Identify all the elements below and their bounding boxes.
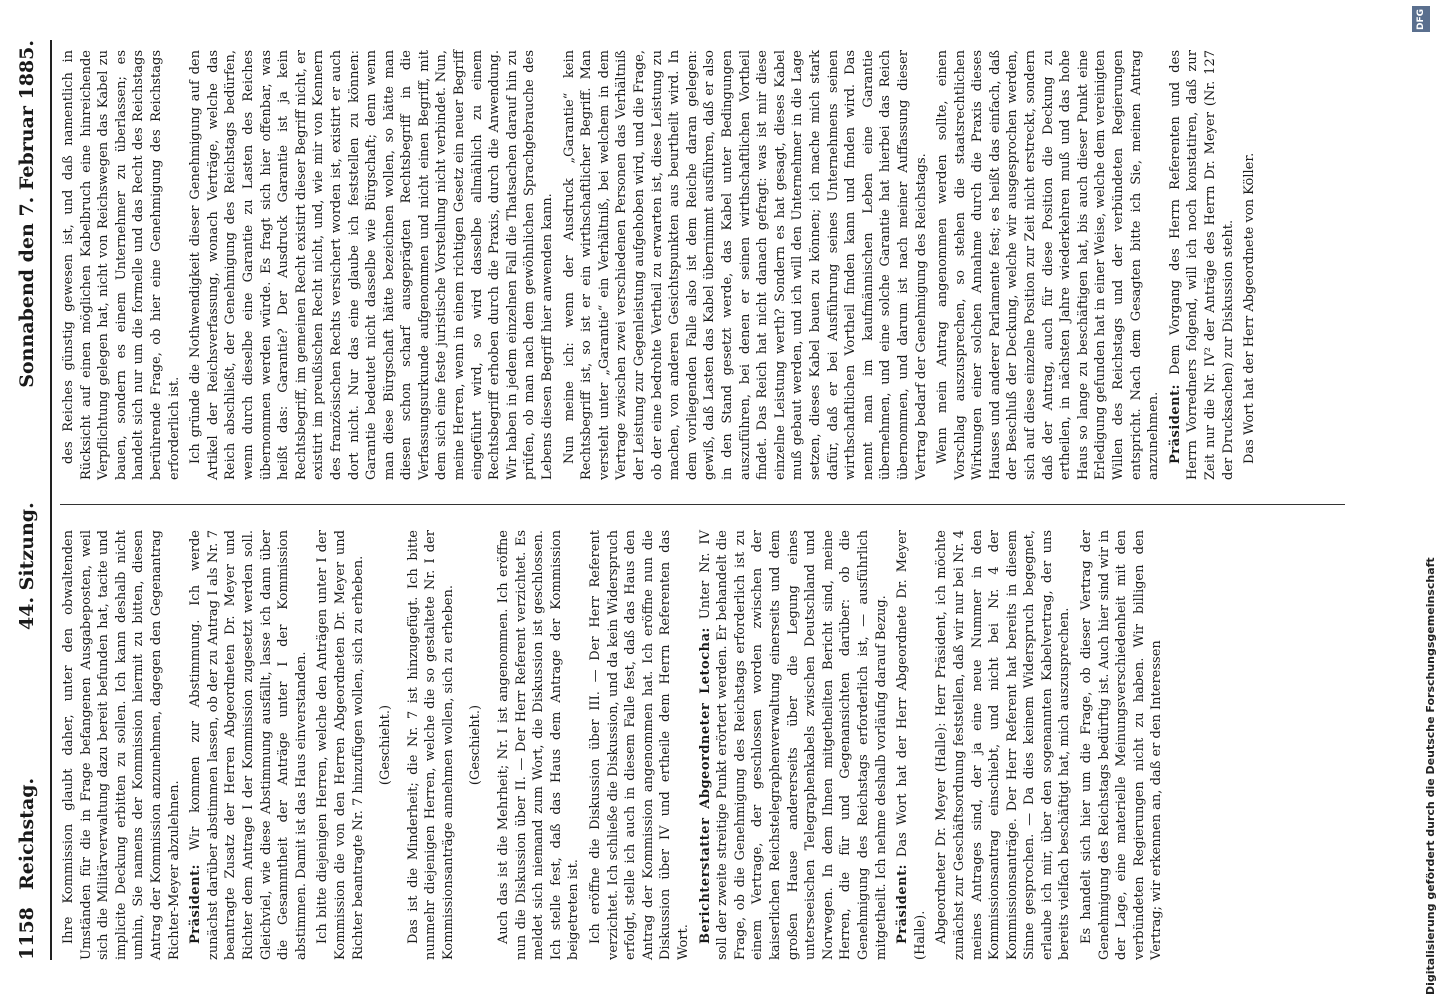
stage-direction: (Geschieht.): [468, 704, 484, 786]
text-paragraph: Nun meine ich: wenn der Ausdruck „Garantie“ kein Rechtsbegriff ist, so ist er ein wirthschaftlicher Begriff. Man versteht unter „Garantie“ ein Verhältniß, bei welchem in dem Vertrage zwischen zwei verschiedenen Personen das Verhältniß der Leistung zur Gegenleistung aufgehoben wird, und die Frage, ob der eine bedrohte Vertheil zu erwarten ist, diese Leistung zu machen, von anderen Gesichtspunkten aus beurtheilt wird. In dem vorliegenden Falle also ist dem Reiche daran gelegen: gewiß, daß Lasten das Kabel übernimmt ausführen, daß er also in den Stand gesetzt werde, das Kabel unter Bedingungen auszuführen, bei denen er seinen wirthschaftlichen Vortheil findet. Das Reich hat nicht danach gefragt: was ist mir diese einzelne Leistung werth? Sondern es hat gesagt, dieses Kabel muß gebaut werden, und ich will den Unternehmer in die Lage setzen, dieses Kabel bauen zu können; ich mache mich stark dafür, daß er bei Ausführung seines Unternehmens seinen wirthschaftlichen Vortheil finden kann und finden wird. Das nennt man im kaufmännischen Leben eine Garantie übernehmen, und eine solche Garantie hat hierbei das Reich übernommen, und darum ist nach meiner Auffassung dieser Vertrag bedarf der Genehmigung des Reichstags.: [561, 50, 929, 480]
text-paragraph: Ihre Kommission glaubt daher, unter den obwaltenden Umständen für die in Frage befangenen Ausgabeposten, weil sich die Militärverwaltung dazu bereit befunden hat, tacite und implicite Deckung erbitten zu sollen. Ich kann deshalb nicht umhin, Sie namens der Kommission hiermit zu bitten, diesen Antrag der Kommission anzunehmen, dagegen den Gegenantrag Richter-Meyer abzulehnen.: [61, 530, 182, 960]
text-paragraph: Es handelt sich hier um die Frage, ob dieser Vertrag der Genehmigung des Reichstags bedürftig ist. Auch hier sind wir in der Lage, eine materielle Meinungsverschiedenheit mit den verbündeten Regierungen nicht zu haben. Wir billigen den Vertrag; wir erkennen an, daß er den Interessen: [1079, 530, 1165, 960]
text-paragraph: Das Wort hat der Herr Abgeordnete von Köller.: [1242, 152, 1258, 464]
page-number: 1158: [16, 907, 38, 960]
speaker-name: Präsident:: [895, 864, 911, 944]
header-rule: [50, 40, 52, 960]
speaker-name: Präsident:: [1167, 384, 1183, 464]
text-paragraph: Abgeordneter Dr. Meyer (Halle): Herr Präsident, ich möchte zunächst zur Geschäftsordnung feststellen, daß wir nur bei Nr. 4 meines Antrages sind, der ja eine neue Nummer in den Kommissionsantrag einschiebt, und nicht bei Nr. 4 der Kommissionsanträge. Der Herr Referent hat bereits in diesem Sinne gesprochen. — Da dies keinem Widerspruch begegnet, erlaube ich mir, über den sogenannten Kabelvertrag, der uns bereits vielfach beschäftigt hat, mich auszusprechen.: [934, 530, 1073, 960]
speech-paragraph: [894, 530, 929, 960]
speech-paragraph: [697, 530, 891, 960]
header-date: Sonnabend den 7. Februar 1885.: [16, 40, 38, 388]
speech-text: Das Wort hat der Herr Abgeordnete Dr. Meyer (Halle).: [895, 530, 928, 960]
page-header: [16, 40, 46, 960]
text-paragraph: Das ist die Minderheit; die Nr. 7 ist hinzugefügt. Ich bitte nunmehr diejenigen Herren, welche die so gestaltete Nr. I der Kommissionsanträge annehmen wollen, sich zu erheben.: [405, 530, 456, 960]
stage-direction: (Geschieht.): [378, 704, 394, 786]
text-paragraph: des Reiches günstig gewesen ist, und daß namentlich in Rücksicht auf einen möglichen Kabelbruch eine hinreichende Verpflichtung gelegen hat, nicht von Reichswegen das Kabel zu bauen, sondern es einem Unternehmer zu überlassen; es handelt sich nur um die formelle und das Recht des Reichstags berührende Frage, ob hier eine Genehmigung des Reichstags erforderlich ist.: [61, 50, 182, 480]
dfg-logo: DFG: [1412, 6, 1430, 32]
column-divider: [60, 504, 1345, 505]
left-column: [60, 530, 1345, 960]
right-column: [60, 50, 1345, 480]
speech-text: Unter Nr. IV soll der zweite streitige Punkt erörtert werden. Er behandelt die Frage, ob die Genehmigung des Reichstags erforderlich ist zu einem Vertrage, der geschlossen worden zwischen der kaiserlichen Reichstelegraphenverwaltung einerseits und dem großen Hause andererseits über die Legung eines unterseeischen Telegraphenkabels zwischen Deutschland und Norwegen. In dem Ihnen mitgetheilten Bericht sind, meine Herren, die für und Gegenansichten darüber: ob die Genehmigung des Reichstags erforderlich ist, — ausführlich mitgetheilt. Ich nehme deshalb vorläufig darauf Bezug.: [697, 530, 889, 960]
text-paragraph: Ich gründe die Nothwendigkeit dieser Genehmigung auf den Artikel der Reichsverfassung, wonach Verträge, welche das Reich abschließt, der Genehmigung des Reichstags bedürfen, wenn durch dieselbe eine Garantie zu Lasten des Reiches übernommen werden würde. Es fragt sich hier offenbar, was heißt das: Garantie? Der Ausdruck Garantie ist ja kein Rechtsbegriff, im gemeinen Recht existirt dieser Begriff nicht, er existirt im preußischen Recht nicht, und, wie mir von Kennern des französischen Rechts versichert worden ist, existirt er auch dort nicht. Nur das eine glaube ich feststellen zu können: Garantie bedeutet nicht dasselbe wie Bürgschaft; denn wenn man diese Bürgschaft hätte bezeichnen wollen, so hätte man diesen schon scharf ausgeprägten Rechtsbegriff in die Verfassungsurkunde aufgenommen und nicht einen Begriff, mit dem sich eine feste juristische Vorstellung nicht verbindet. Nun, meine Herren, wenn in einem richtigen Gesetz ein neuer Begriff eingeführt wird, so wird dasselbe allmählich zu einem Rechtsbegriff erhoben durch die Praxis, durch die Anwendung. Wir haben in jedem einzelnen Fall die Thatsachen darauf hin zu prüfen, ob man nach dem gewöhnlichen Sprachgebrauche des Lebens diesen Begriff hier anwenden kann.: [188, 50, 556, 480]
header-title: Reichstag.: [16, 777, 38, 890]
text-paragraph: Wenn mein Antrag angenommen werden sollte, einen Vorschlag auszusprechen, so stehen die staatsrechtlichen Wirkungen einer solchen Annahme durch die Praxis dieses Hauses und anderer Parlamente fest; es heißt das einfach, daß der Beschluß der Deckung, welche wir ausgesprochen werden, sich auf diese einzelne Position zur Zeit nicht erstreckt, sondern daß der Antrag, auch für diese Position die Deckung zu ertheilen, in nächsten Jahre wiederkehren muß und das hohe Haus so lange zu beschäftigen hat, bis auch dieser Punkt eine Erledigung gefunden hat in einer Weise, welche dem vereinigten Willen des Reichstags und der verbündeten Regierungen entspricht. Nach dem Gesagten bitte ich Sie, meinen Antrag anzunehmen.: [935, 50, 1162, 480]
text-paragraph: Ich eröffne die Diskussion über III. — Der Herr Referent verzichtet. Ich schließe die Diskussion, und da kein Widerspruch erfolgt, stelle ich auch in diesem Falle fest, daß das Haus den Antrag der Kommission angenommen hat. Ich eröffne nun die Diskussion über IV und ertheile dem Herrn Referenten das Wort.: [588, 530, 691, 960]
speaker-name: Berichterstatter Abgeordneter Letocha:: [697, 627, 713, 944]
credit-text: Digitalisierung gefördert durch die Deutsche Forschungsgemeinschaft: [1424, 557, 1437, 995]
speech-text: Wir kommen zur Abstimmung. Ich werde zunächst darüber abstimmen lassen, ob der zu Antrag I als Nr. 7 beantragte Zusatz der Herren Abgeordneten Dr. Meyer und Richter dem Antrage I der Kommission zugesetzt werden soll. Gleichviel, wie diese Abstimmung ausfällt, lasse ich dann über die Gesammtheit der Anträge unter I der Kommission abstimmen. Damit ist das Haus einverstanden.: [188, 530, 309, 960]
header-session: 44. Sitzung.: [16, 502, 38, 630]
speech-text: Dem Vorgang des Herrn Referenten und des Herrn Vorredners folgend, will ich noch konstatiren, daß zur Zeit nur die Nr. IV² der Anträge des Herrn Dr. Meyer (Nr. 127 der Drucksachen) zur Diskussion steht.: [1167, 50, 1236, 480]
text-paragraph: Ich bitte diejenigen Herren, welche den Anträgen unter I der Kommission die von den Herren Abgeordneten Dr. Meyer und Richter beantragte Nr. 7 hinzufügen wollen, sich zu erheben.: [315, 530, 366, 960]
speaker-name: Präsident:: [188, 864, 204, 944]
speech-paragraph: [1167, 50, 1237, 480]
text-paragraph: Auch das ist die Mehrheit; Nr. I ist angenommen. Ich eröffne nun die Diskussion über II. — Der Herr Referent verzichtet. Es meldet sich niemand zum Wort, die Diskussion ist geschlossen. Ich stelle fest, daß das Haus dem Antrage der Kommission beigetreten ist.: [496, 530, 582, 960]
speech-paragraph: [187, 530, 310, 960]
digitization-credit: [1410, 0, 1437, 1000]
